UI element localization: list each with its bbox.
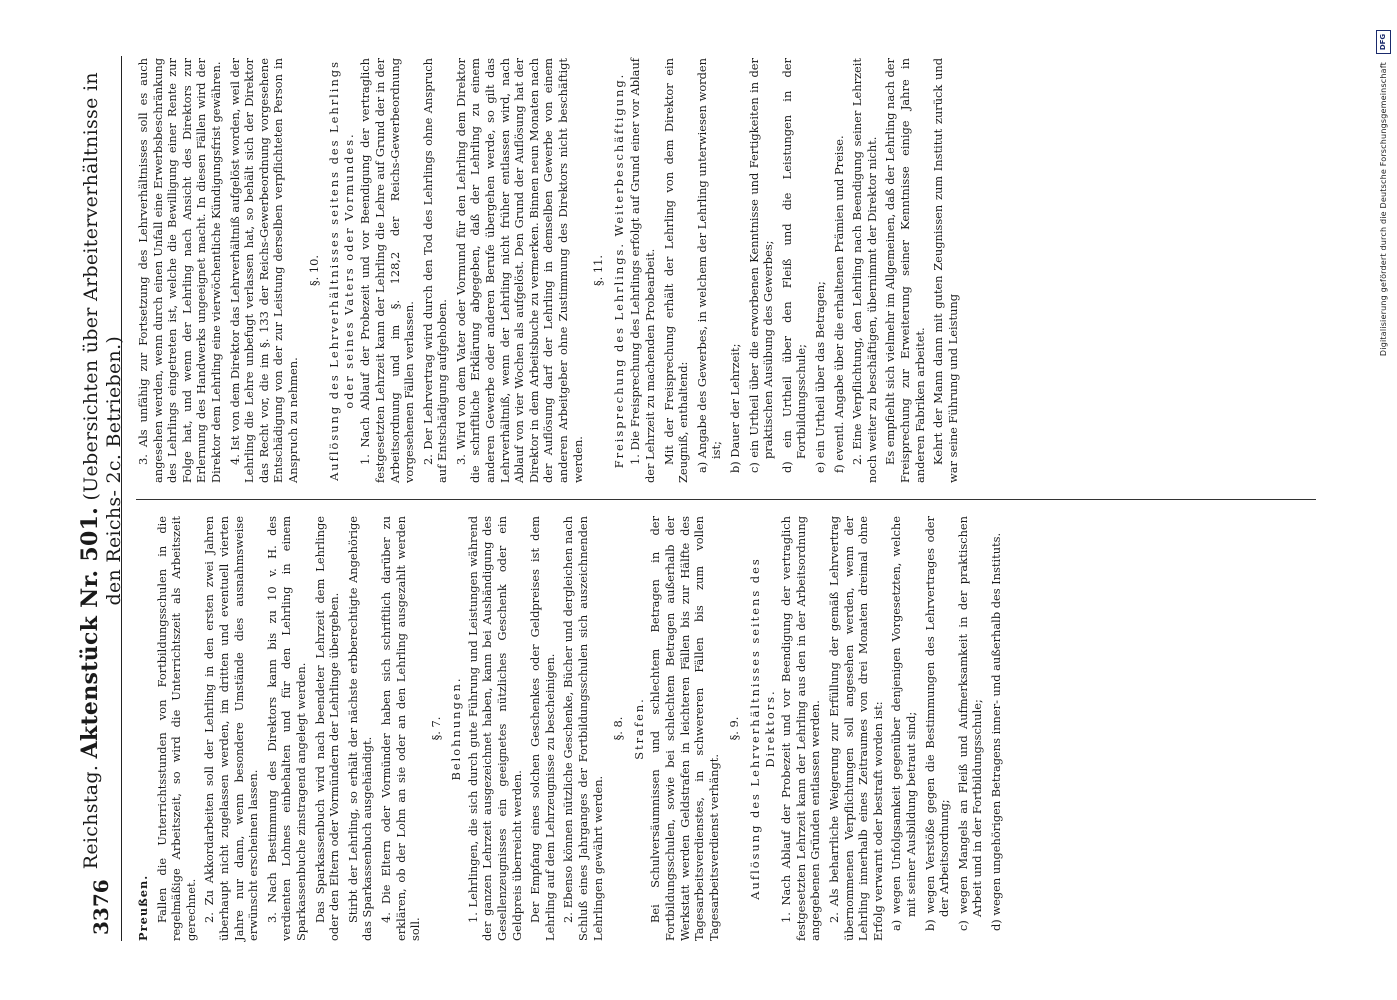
paragraph: Das Sparkassenbuch wird nach beendeter Lehrzeit dem Lehrlinge oder den Eltern oder Vormündern der Lehrlinge übergeben. <box>312 516 342 941</box>
paragraph: 2. Zu Akkordarbeiten soll der Lehrling in den ersten zwei Jahren überhaupt nicht zugelassen werden, im dritten und eventuell vierten Jahre nur dann, wenn besondere Umstände dies ausnahmsweise erwünscht erscheinen lassen. <box>202 516 261 941</box>
land-heading: Preußen. <box>136 874 150 941</box>
paragraph: 2. Der Lehrvertrag wird durch den Tod des Lehrlings ohne Anspruch auf Entschädigung aufgehoben. <box>420 58 450 483</box>
section-number: §. 7. <box>428 716 443 741</box>
paragraph: 3. Wird von dem Vater oder Vormund für den Lehrling dem Direktor die schriftliche Erklärung abgegeben, daß der Lehrling zu einem anderen Gewerbe oder anderen Berufe übergehen werde, so gilt das Lehrverhältniß, wenn der Lehrling nicht früher entlassen wird, nach Ablauf von vier Wochen als aufgelöst. Den Grund der Auflösung hat der Direktor in dem Arbeitsbuche zu vermerken. Binnen neun Monaten nach der Auflösung darf der Lehrling in demselben Gewerbe von einem anderen Arbeitgeber ohne Zustimmung des Direktors nicht beschäftigt werden. <box>453 58 585 483</box>
section-number: §. 9. <box>727 716 742 741</box>
page-header <box>76 56 125 941</box>
section-title: Strafen. <box>631 697 646 760</box>
paragraph: Der Empfang eines solchen Geschenkes oder Geldpreises ist dem Lehrling auf dem Lehrzeugnisse zu bescheinigen. <box>528 516 557 941</box>
list-item: a) wegen Unfolgsamkeit gegenüber denjenigen Vorgesetzten, welche mit seiner Ausbildung betraut sind; <box>889 516 918 931</box>
dfg-logo: DFG <box>1376 30 1391 54</box>
paragraph: 1. Nach Ablauf der Probezeit und vor Beendigung der vertraglich festgesetzten Lehrzeit kann der Lehrling aus den in der Arbeitsordnung angegebenen Gründen entlassen werden. <box>779 516 823 941</box>
paragraph: 1. Nach Ablauf der Probezeit und vor Beendigung der vertraglich festgesetzten Lehrzeit kann der Lehrling die Lehre auf Grund der in der Arbeitsordnung und im §. 128,2 der Reichs-Gewerbeordnung vorgesehenen Fällen verlassen. <box>358 58 417 483</box>
list-item: c) ein Urtheil über die erworbenen Kenntnisse und Fertigkeiten in der praktischen Ausübung des Gewerbes; <box>746 58 776 473</box>
paragraph: 2. Als beharrliche Weigerung zur Erfüllung der gemäß Lehrvertrag übernommenen Verpflichtungen soll angesehen werden, wenn der Lehrling innerhalb eines Zeitraumes von drei Monaten dreimal ohne Erfolg verwarnt oder bestraft worden ist: <box>826 516 885 941</box>
funding-credit: Digitalisierung gefördert durch die Deutsche Forschungsgemeinschaft <box>1378 62 1388 357</box>
header-left: Reichstag. <box>79 764 102 870</box>
paragraph: 2. Eine Verpflichtung, den Lehrling nach Beendigung seiner Lehrzeit noch weiter zu beschäftigen, übernimmt der Direktor nicht. <box>850 58 879 483</box>
paragraph: Kehrt der Mann dann mit guten Zeugnissen zum Institut zurück und war seine Führung und Leistung <box>931 58 960 483</box>
running-title <box>77 62 125 879</box>
paragraph: 1. Die Freisprechung des Lehrlings erfolgt auf Grund einer vor Ablauf der Lehrzeit zu machenden Probearbeit. <box>628 58 657 483</box>
section-number: §. 11. <box>591 254 606 287</box>
list-item: e) ein Urtheil über das Betragen; <box>812 281 827 473</box>
list-item: b) wegen Verstöße gegen die Bestimmungen des Lehrvertrages oder der Arbeitsordnung; <box>922 516 952 931</box>
list-item: c) wegen Mangels an Fleiß und Aufmerksamkeit in der praktischen Arbeit und in der Fortbildungsschule; <box>955 516 985 931</box>
section-number: §. 10. <box>306 254 321 287</box>
paragraph: 1. Lehrlingen, die sich durch gute Führung und Leistungen während der ganzen Lehrzeit ausgezeichnet haben, kann bei Aushändigung des Gesellenzeugnisses ein geeignetes nützliches Geschenk oder ein Geldpreis überreicht werden. <box>465 516 524 941</box>
paragraph: Stirbt der Lehrling, so erhält der nächste erbberechtigte Angehörige das Sparkassenbuch ausgehändigt. <box>345 516 375 941</box>
paragraph: Bei Schulversäumnissen und schlechtem Betragen in der Fortbildungsschulen, sowie bei schlechtem Betragen außerhalb der Werkstatt werden Geldstrafen in leichteren Fällen bis zur Hälfte des Tagesarbeitsverdienstes, in schwereren Fällen bis zum vollen Tagesarbeitsverdienst verhängt. <box>648 516 721 941</box>
list-item: b) Dauer der Lehrzeit; <box>727 343 742 473</box>
list-item: d) ein Urtheil über den Fleiß und die Leistungen in der Fortbildungsschule; <box>779 58 809 473</box>
list-item: a) Angabe des Gewerbes, in welchem der Lehrling unterwiesen worden ist; <box>694 58 724 473</box>
left-column <box>136 516 1007 941</box>
section-title: Belohnungen. <box>449 676 464 781</box>
list-item: d) wegen ungehörigen Betragens inner- und außerhalb des Instituts. <box>988 532 1003 931</box>
section-title: Auflösung des Lehrverhältnisses seitens des Lehrlings oder seines Vaters oder Vormundes. <box>327 60 356 481</box>
paragraph: 3. Als unfähig zur Fortsetzung des Lehrverhältnisses soll es auch angesehen werden, wenn durch einen Unfall eine Erwerbsbeschränkung des Lehrlings eingetreten ist, welche die Bewilligung einer Rente zur Folge hat, und wenn der Lehrling nach Ansicht des Direktors zur Erlernung des Handwerks ungeeignet macht. In diesen Fällen wird der Direktor dem Lehrling eine vierwöchentliche Kündigungsfrist gewähren. <box>136 58 223 483</box>
column-divider <box>136 499 1316 500</box>
section-title: Freisprechung des Lehrlings. Weiterbeschäftigung. <box>611 72 626 469</box>
paragraph: 3. Nach Bestimmung des Direktors kann bis zu 10 v. H. des verdienten Lohnes einbehalten und für den Lehrling in einem Sparkassenbuche zinstragend angelegt werden. <box>264 516 308 941</box>
paragraph: Es empfiehlt sich vielmehr im Allgemeinen, daß der Lehrling nach der Freisprechung zur Erweiterung seiner Kenntnisse einige Jahre in anderen Fabriken arbeitet. <box>883 58 927 483</box>
section-number: §. 8. <box>611 716 626 741</box>
paragraph: 4. Ist von dem Direktor das Lehrverhältniß aufgelöst worden, weil der Lehrling die Lehre unbefugt verlassen hat, so behält sich der Direktor das Recht vor, die im §. 133 der Reichs-Gewerbeordnung vorgesehene Entschädigung von der zur Leistung derselben verpflichteten Person in Anspruch zu nehmen. <box>227 58 300 483</box>
paragraph: 2. Ebenso können nützliche Geschenke, Bücher und dergleichen nach Schluß eines Jahrganges der Fortbildungsschulen sich auszeichnenden Lehrlingen gewährt werden. <box>561 516 605 941</box>
paragraph: Fallen die Unterrichtsstunden von Fortbildungsschulen in die regelmäßige Arbeitszeit, so wird die Unterrichtszeit als Arbeitszeit gerechnet. <box>154 516 198 941</box>
page-number: 3376 <box>88 879 113 935</box>
right-column <box>136 58 964 483</box>
rotated-page <box>76 56 1330 941</box>
list-item: f) eventl. Angabe über die erhaltenen Prämien und Preise. <box>831 135 846 473</box>
doc-label: Aktenstück Nr. 501. <box>76 506 103 759</box>
digitization-note <box>1375 30 1391 670</box>
paragraph: Mit der Freisprechung erhält der Lehrling von dem Direktor ein Zeugniß, enthaltend: <box>661 58 691 483</box>
header-right: (Uebersichten über Arbeiterverhältnisse in den Reichs- 2c. Betrieben.) <box>79 72 125 606</box>
paragraph: 4. Die Eltern oder Vormünder haben sich schriftlich darüber zu erklären, ob der Lohn an sie oder an den Lehrling ausgezahlt werden soll. <box>378 516 423 941</box>
section-title: Auflösung des Lehrverhältnisses seitens des Direktors. <box>747 557 777 900</box>
